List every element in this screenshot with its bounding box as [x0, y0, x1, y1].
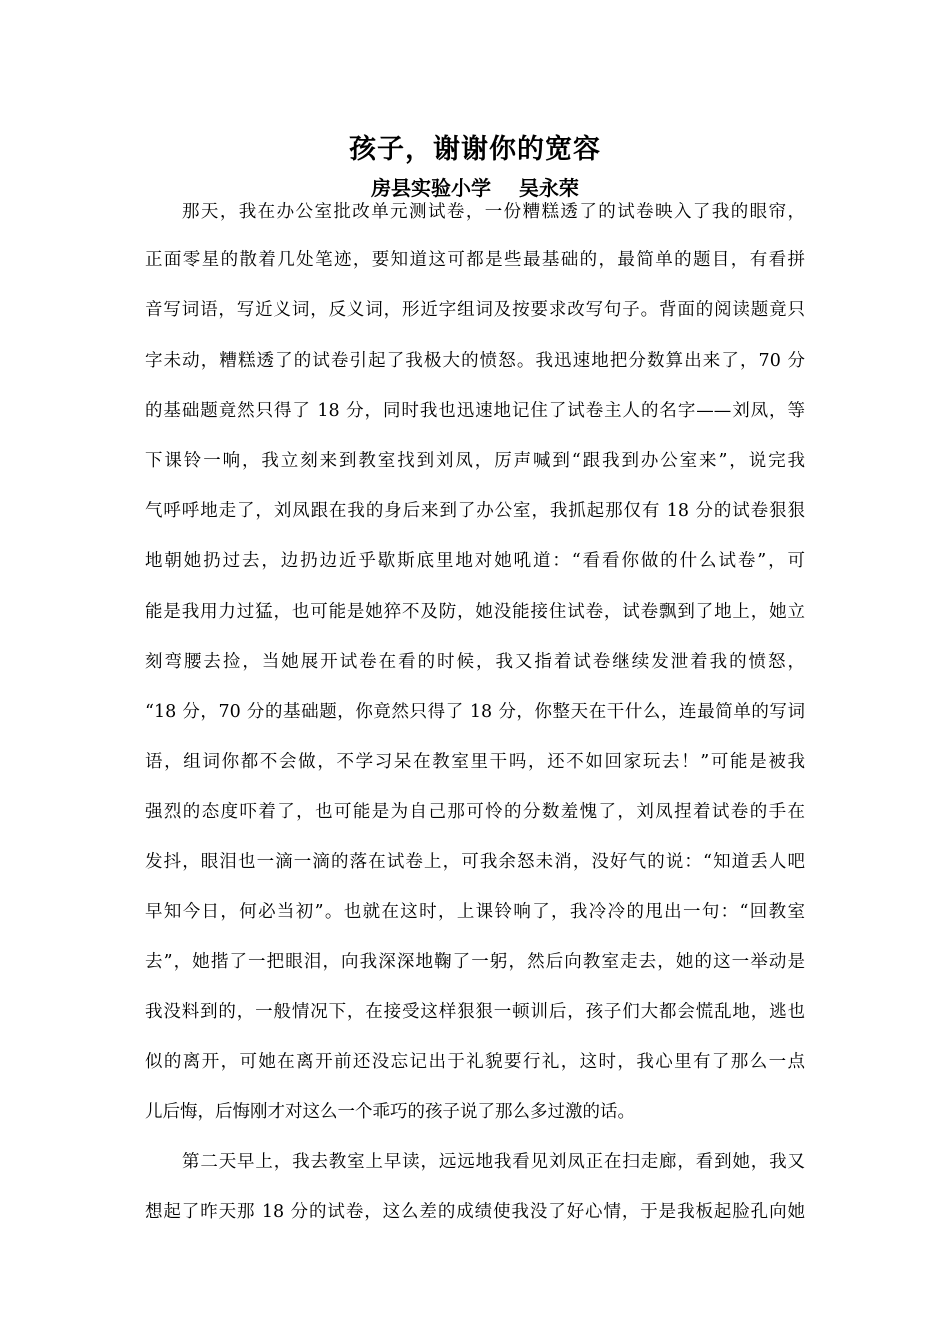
text-line: 去”，她揩了一把眼泪，向我深深地鞠了一躬，然后向教室走去，她的这一举动是 — [145, 952, 805, 972]
text-line: 儿后悔，后悔刚才对这么一个乖巧的孩子说了那么多过激的话。 — [145, 1102, 635, 1122]
text-line: 能是我用力过猛，也可能是她猝不及防，她没能接住试卷，试卷飘到了地上，她立 — [145, 602, 805, 622]
text-line: 似的离开，可她在离开前还没忘记出于礼貌要行礼，这时，我心里有了那么一点 — [145, 1052, 805, 1072]
text-line: 我没料到的，一般情况下，在接受这样狠狠一顿训后，孩子们大都会慌乱地，逃也 — [145, 1002, 805, 1022]
text-line: 早知今日，何必当初”。也就在这时，上课铃响了，我冷冷的甩出一句：“回教室 — [145, 902, 805, 922]
text-line: 发抖，眼泪也一滴一滴的落在试卷上，可我余怒未消，没好气的说：“知道丢人吧 — [145, 852, 805, 872]
text-line: 强烈的态度吓着了，也可能是为自己那可怜的分数羞愧了，刘凤捏着试卷的手在 — [145, 802, 805, 822]
text-line: 下课铃一响，我立刻来到教室找到刘凤，厉声喊到“跟我到办公室来”，说完我 — [145, 451, 805, 471]
text-line: 的基础题竟然只得了 18 分，同时我也迅速地记住了试卷主人的名字——刘凤，等 — [145, 401, 805, 421]
text-line: 正面零星的散着几处笔迹，要知道这可都是些最基础的，最简单的题目，有看拼 — [145, 250, 805, 270]
text-line: “18 分，70 分的基础题，你竟然只得了 18 分，你整天在干什么，连最简单的写词 — [145, 702, 805, 722]
document-title: 孩子，谢谢你的宽容 — [349, 134, 601, 165]
text-line: 刻弯腰去捡，当她展开试卷在看的时候，我又指着试卷继续发泄着我的愤怒， — [145, 652, 805, 672]
text-line: 第二天早上，我去教室上早读，远远地我看见刘凤正在扫走廊，看到她，我又 — [182, 1152, 805, 1172]
text-line: 那天，我在办公室批改单元测试卷，一份糟糕透了的试卷映入了我的眼帘， — [182, 202, 805, 222]
text-line: 地朝她扔过去，边扔边近乎歇斯底里地对她吼道：“看看你做的什么试卷”，可 — [145, 551, 805, 571]
text-line: 气呼呼地走了，刘凤跟在我的身后来到了办公室，我抓起那仅有 18 分的试卷狠狠 — [145, 501, 805, 521]
text-line: 音写词语，写近义词，反义词，形近字组词及按要求改写句子。背面的阅读题竟只 — [145, 300, 805, 320]
document-author: 房县实验小学 吴永荣 — [371, 176, 579, 200]
text-line: 字未动，糟糕透了的试卷引起了我极大的愤怒。我迅速地把分数算出来了，70 分 — [145, 351, 805, 371]
text-line: 语，组词你都不会做，不学习呆在教室里干吗，还不如回家玩去！”可能是被我 — [145, 752, 805, 772]
text-line: 想起了昨天那 18 分的试卷，这么差的成绩使我没了好心情，于是我板起脸孔向她 — [145, 1202, 805, 1222]
